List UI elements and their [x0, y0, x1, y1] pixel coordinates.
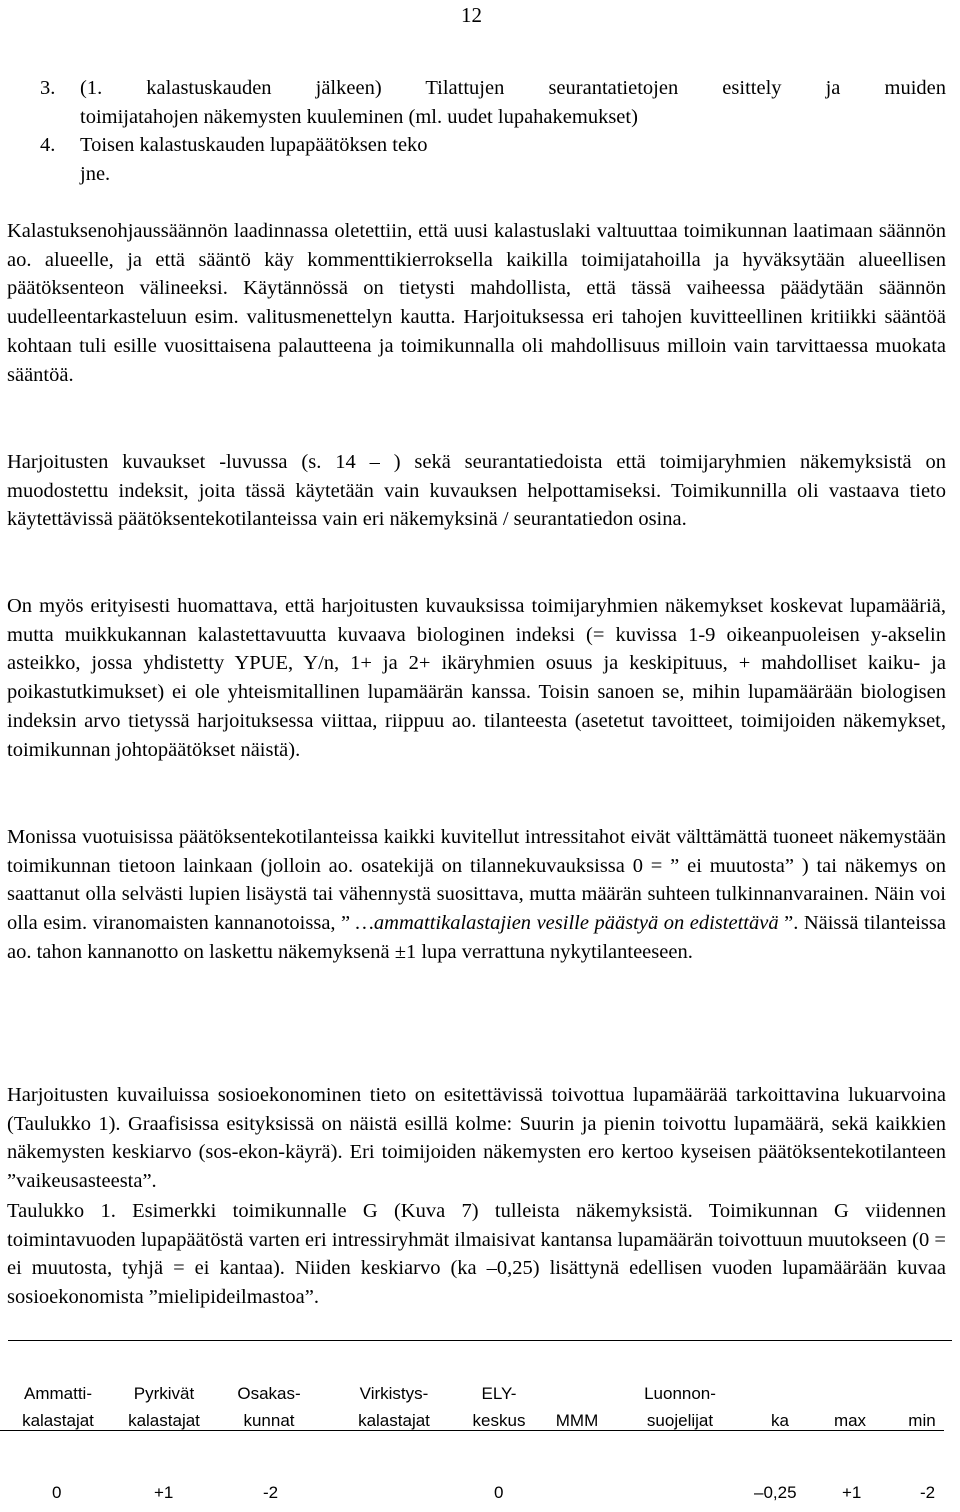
table-cell: +1: [154, 1483, 174, 1502]
table-cell: -2: [263, 1483, 279, 1502]
list-item-continuation: toimijatahojen näkemysten kuuleminen (ml. uudet lupahakemukset): [80, 105, 638, 128]
column-header: Ammatti- kalastajat: [22, 1384, 94, 1430]
column-header: Luonnon- suojelijat: [644, 1384, 716, 1430]
paragraph-rule-drafting: Kalastuksenohjaussäännön laadinnassa oletettiin, että uusi kalastuslaki valtuuttaa toimikunnan laatimaan säännön ao. alueelle, ja että sääntö käy kommenttikierroksella kaikilla toimijatahoilla ja hyväksytään alueellisen päätöksenteon välineeksi. Käytännössä on tietysti mahdollista, että tässä vaiheessa päädytään säännön uudelleentarkasteluun esim. valitusmenettelyn kautta. Harjoituksessa eri tahojen kuvitteellinen kritiikki sääntöä kohtaan tuli esille vuosittaisena palautteena ja toimikunnalla oli mahdollisuus milloin vain tarvittaessa muokata sääntöä.: [7, 220, 946, 386]
table-cell: 0: [52, 1483, 62, 1502]
column-header: ELY- keskus: [472, 1384, 526, 1430]
quoted-statement: …ammattikalastajien vesille päästyä on edistettävä: [350, 912, 779, 935]
table-header-rule: [0, 1430, 944, 1431]
table-cell: -2: [920, 1483, 936, 1502]
column-header: ka: [771, 1411, 789, 1430]
paragraph-stakeholder-views: [7, 823, 946, 967]
list-item-text: (1. kalastuskauden jälkeen) Tilattujen seurantatietojen esittely ja muiden: [80, 77, 946, 99]
page-number: 12: [461, 3, 482, 27]
list-item-continuation: jne.: [80, 163, 111, 186]
table-cell: +1: [842, 1483, 862, 1502]
paragraph-socioeconomic: Harjoitusten kuvailuissa sosioekonominen tieto on esitettävissä toivottua lupamäärää tarkoittavina lukuarvoina (Taulukko 1). Graafisissa esityksissä on näistä esillä kolme: Suurin ja pienin toivottu lupamäärä, sekä kaikkien näkemysten keskiarvo (sos-ekon-käyrä). Eri toimijoiden näkemysten ero kertoo kyseisen päätöksentekotilanteen ”vaikeusasteesta”.: [7, 1084, 946, 1193]
table-cell: 0: [494, 1483, 504, 1502]
list-item: [40, 131, 946, 160]
column-header: Pyrkivät kalastajat: [128, 1384, 200, 1430]
table-top-rule: [8, 1340, 952, 1341]
column-header: Osakas- kunnat: [237, 1384, 301, 1430]
paragraph-text: ”. Näissä tilanteissa ao. tahon kannanotto on laskettu näkemyksenä ±1 lupa verrattuna nykytilanteeseen.: [7, 912, 946, 963]
opinion-table: [8, 1380, 952, 1436]
list-item: [40, 74, 946, 103]
paragraph-biological-index: On myös erityisesti huomattava, että harjoitusten kuvauksissa toimijaryhmien näkemykset koskevat lupamääriä, mutta muikkukannan kalastettavuutta kuvaava biologinen indeksi (= kuvissa 1-9 oikeanpuoleisen y-akselin asteikko, jossa yhdistetty YPUE, Y/n, 1+ ja 2+ ikäryhmien osuus ja keskipituus, + mahdolliset kaiku- ja poikastutkimukset) ei ole yhteismitallinen lupamäärän kanssa. Toisin sanoen se, mihin lupamäärään biologisen indeksin arvo tietyssä harjoituksessa viittaa, riippuu ao. tilanteesta (asetetut tavoitteet, toimijoiden näkemykset, toimikunnan johtopäätökset näistä).: [7, 595, 946, 761]
table-caption: Taulukko 1. Esimerkki toimikunnalle G (Kuva 7) tulleista näkemyksistä. Toimikunnan G viidennen toimintavuoden lupapäätöstä varten eri intressiryhmät ilmaisivat kantansa lupamäärän toivottuun muutokseen (0 = ei muutosta, tyhjä = ei kantaa). Niiden keskiarvo (ka –0,25) lisättynä edellisen vuoden lupamäärään kuvaa sosioekonomista ”mielipideilmastoa”.: [7, 1200, 946, 1309]
table-cell: –0,25: [754, 1483, 797, 1502]
numbered-list: [40, 74, 946, 189]
table-header-row: [8, 1380, 952, 1436]
paragraph-indices: Harjoitusten kuvaukset -luvussa (s. 14 – ) sekä seurantatiedoista että toimijaryhmien näkemyksistä on muodostettu indeksit, joita tässä käytetään vain kuvauksen helpottamiseksi. Toimikunnilla oli vastaava tieto käytettävissä päätöksentekotilanteissa vain eri näkemyksinä / seurantatiedon osina.: [7, 451, 946, 531]
column-header: max: [833, 1411, 867, 1430]
list-number: 3.: [40, 77, 56, 99]
column-header: MMM: [555, 1411, 599, 1430]
column-header: min: [908, 1411, 936, 1430]
list-number: 4.: [40, 134, 56, 157]
list-item-text: Toisen kalastuskauden lupapäätöksen teko: [80, 134, 428, 157]
paragraph-text: Monissa vuotuisissa päätöksentekotilanteissa kaikki kuvitellut intressitahot eivät välttämättä tuoneet näkemystään toimikunnan tietoon lainkaan (jolloin ao. osatekijä on tilannekuvauksissa 0 = ” ei muutosta” ) tai näkemys on saattanut olla selvästi lupien lisäystä tai vähennystä suosittava, mutta määrän suhteen tulkinnanvarainen. Näin voi olla esim. viranomaisten kannanotoissa, ”: [7, 826, 946, 935]
column-header: Virkistys- kalastajat: [358, 1384, 430, 1430]
